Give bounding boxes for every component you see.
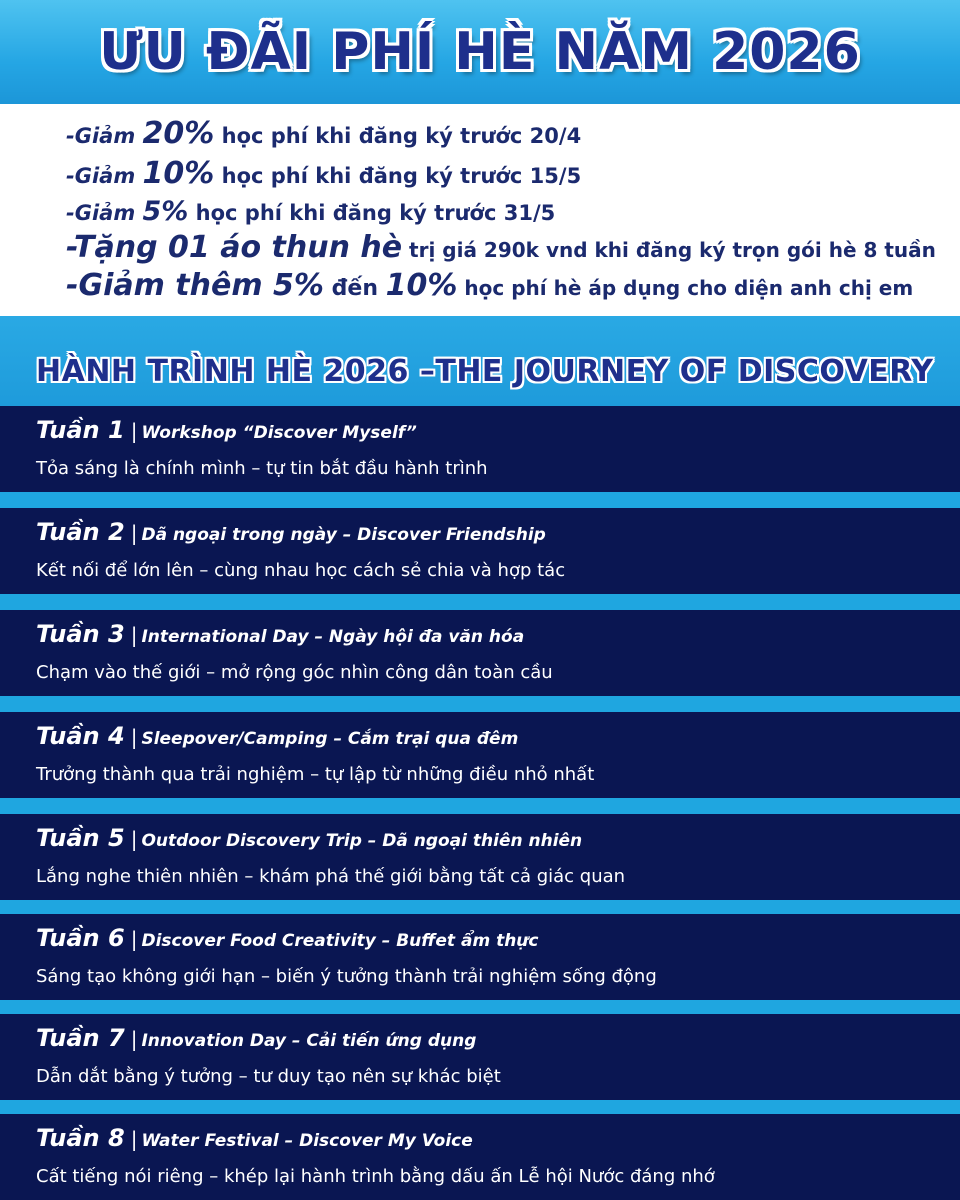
week-card-2 bbox=[0, 508, 960, 594]
offer-early-20: -Giảm 20% học phí khi đăng ký trước 20/4 bbox=[66, 116, 582, 151]
week-description: Tỏa sáng là chính mình – tự tin bắt đầu hành trình bbox=[36, 458, 488, 479]
week-label: Tuần 8 bbox=[36, 1124, 125, 1152]
discount-value: 10% bbox=[142, 156, 215, 191]
week-label: Tuần 3 bbox=[36, 620, 125, 648]
offer-siblings: -Giảm thêm 5% đến 10% học phí hè áp dụng cho diện anh chị em bbox=[66, 268, 914, 303]
separator: | bbox=[130, 521, 138, 545]
offer-lead: -Tặng 01 áo thun hè bbox=[66, 230, 403, 265]
week-theme: Sleepover/Camping – Cắm trại qua đêm bbox=[141, 729, 519, 749]
separator: | bbox=[130, 725, 138, 749]
week-description: Sáng tạo không giới hạn – biến ý tưởng thành trải nghiệm sống động bbox=[36, 966, 657, 987]
discount-value: 20% bbox=[142, 116, 215, 151]
separator: | bbox=[130, 1127, 138, 1151]
week-description: Chạm vào thế giới – mở rộng góc nhìn công dân toàn cầu bbox=[36, 662, 553, 683]
page-title: ƯU ĐÃI PHÍ HÈ NĂM 2026 bbox=[99, 22, 861, 82]
separator: | bbox=[130, 1027, 138, 1051]
week-theme: International Day – Ngày hội đa văn hóa bbox=[141, 627, 525, 647]
title-banner bbox=[0, 0, 960, 104]
week-label: Tuần 7 bbox=[36, 1024, 125, 1052]
week-theme: Discover Food Creativity – Buffet ẩm thực bbox=[141, 931, 539, 951]
separator: | bbox=[130, 827, 138, 851]
week-theme: Water Festival – Discover My Voice bbox=[141, 1131, 473, 1151]
week-label: Tuần 2 bbox=[36, 518, 125, 546]
week-description: Kết nối để lớn lên – cùng nhau học cách sẻ chia và hợp tác bbox=[36, 560, 566, 581]
week-description: Trưởng thành qua trải nghiệm – tự lập từ những điều nhỏ nhất bbox=[36, 764, 595, 785]
week-card-7 bbox=[0, 1014, 960, 1100]
week-label: Tuần 4 bbox=[36, 722, 125, 750]
offers-section bbox=[0, 104, 960, 316]
offer-early-5: -Giảm 5% học phí khi đăng ký trước 31/5 bbox=[66, 196, 556, 227]
week-card-4 bbox=[0, 712, 960, 798]
week-theme: Dã ngoại trong ngày – Discover Friendship bbox=[141, 525, 546, 545]
week-label: Tuần 5 bbox=[36, 824, 125, 852]
week-card-1 bbox=[0, 406, 960, 492]
separator: | bbox=[130, 419, 138, 443]
week-theme: Workshop “Discover Myself” bbox=[141, 423, 417, 443]
discount-value: 5% bbox=[142, 196, 189, 227]
week-card-3 bbox=[0, 610, 960, 696]
discount-value: 10% bbox=[385, 268, 458, 303]
separator: | bbox=[130, 623, 138, 647]
journey-title: HÀNH TRÌNH HÈ 2026 –THE JOURNEY OF DISCOVERY bbox=[36, 354, 934, 389]
week-theme: Outdoor Discovery Trip – Dã ngoại thiên nhiên bbox=[141, 831, 583, 851]
week-label: Tuần 1 bbox=[36, 416, 125, 444]
week-description: Cất tiếng nói riêng – khép lại hành trình bằng dấu ấn Lễ hội Nước đáng nhớ bbox=[36, 1166, 715, 1187]
offer-early-10: -Giảm 10% học phí khi đăng ký trước 15/5 bbox=[66, 156, 582, 191]
offer-free-tshirt: -Tặng 01 áo thun hè trị giá 290k vnd khi đăng ký trọn gói hè 8 tuần bbox=[66, 230, 936, 265]
week-theme: Innovation Day – Cải tiến ứng dụng bbox=[141, 1031, 477, 1051]
week-card-6 bbox=[0, 914, 960, 1000]
separator: | bbox=[130, 927, 138, 951]
week-label: Tuần 6 bbox=[36, 924, 125, 952]
week-card-5 bbox=[0, 814, 960, 900]
week-description: Dẫn dắt bằng ý tưởng – tư duy tạo nên sự khác biệt bbox=[36, 1066, 501, 1087]
week-card-8 bbox=[0, 1114, 960, 1200]
week-description: Lắng nghe thiên nhiên – khám phá thế giới bằng tất cả giác quan bbox=[36, 866, 626, 887]
offer-lead: -Giảm thêm 5% bbox=[66, 268, 324, 303]
